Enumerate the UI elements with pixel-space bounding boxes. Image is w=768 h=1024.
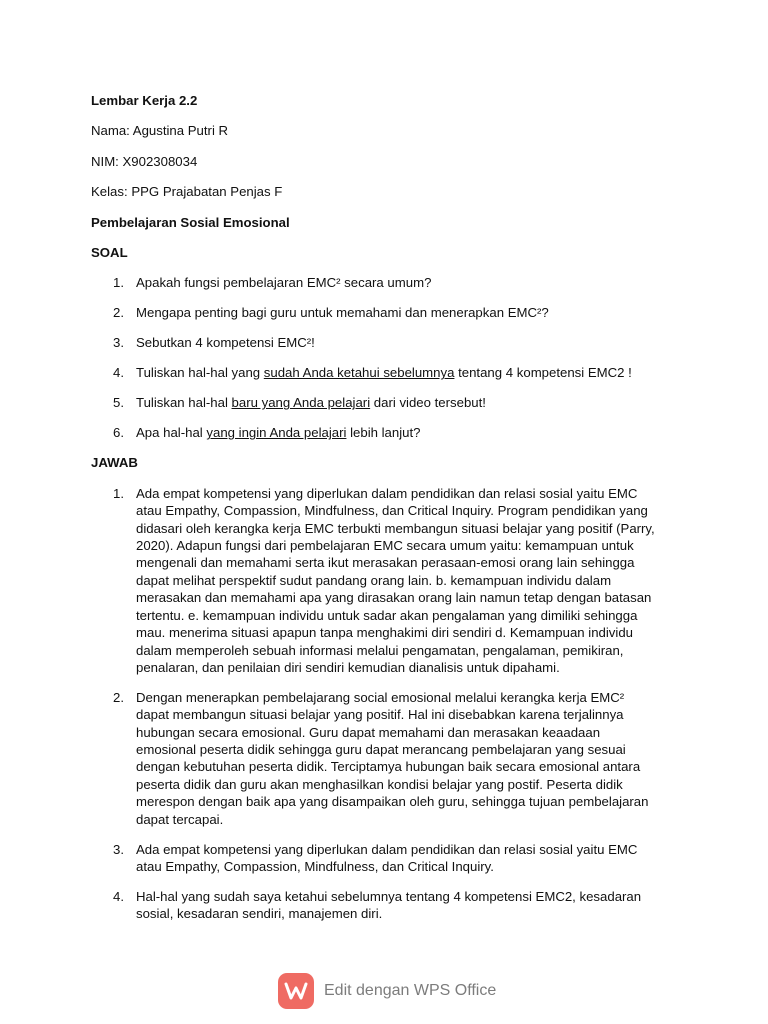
soal-number: 3. [113, 335, 124, 351]
jawab-line: merasakan dan memahami apa yang dirasakan orang lain namun tetap dengan batasan [136, 590, 652, 606]
jawab-line: penalaran, dan penilaian diri sendiri kemudian dianalisis untuk dipahami. [136, 659, 560, 675]
document-body [91, 92, 691, 935]
soal-text-pre: Tuliskan hal-hal yang [136, 365, 264, 381]
jawab-number: 3. [113, 841, 124, 857]
jawab-line: dalam memperoleh sebuah informasi melalui pengamatan, pengalaman, pemikiran, [136, 642, 624, 658]
wps-edit-button[interactable] [278, 973, 496, 1009]
soal-text-post: dari video tersebut! [370, 395, 486, 411]
soal-list [91, 274, 691, 441]
jawab-line: mau. menerima situasi apapun tanpa menghakimi diri sendiri d. Kemampuan individu [136, 625, 633, 641]
jawab-item [91, 841, 691, 876]
jawab-line: dengan kebutuhan peserta didik. Terciptamya hubungan baik secara emosional antara [136, 759, 641, 775]
jawab-line: dapat membangun situasi belajar yang positif. Hal ini disebabkan karena terjalinnya [136, 707, 624, 723]
topic-heading: Pembelajaran Sosial Emosional [91, 214, 290, 230]
soal-number: 6. [113, 425, 124, 441]
soal-number: 4. [113, 365, 124, 381]
soal-number: 5. [113, 395, 124, 411]
jawab-line: Dengan menerapkan pembelajarang social emosional melalui kerangka kerja EMC² [136, 689, 625, 705]
jawab-line: dapat melihat perspektif sudut pandang orang lain. b. kemampuan individu dalam [136, 572, 612, 588]
jawab-line: atau Empathy, Compassion, Mindfulness, dan Critical Inquiry. Program pendidikan yang [136, 503, 648, 519]
jawab-item [91, 689, 691, 828]
soal-heading: SOAL [91, 245, 128, 261]
soal-text: Apakah fungsi pembelajaran EMC² secara umum? [136, 275, 432, 291]
jawab-heading: JAWAB [91, 455, 138, 471]
jawab-line: Hal-hal yang sudah saya ketahui sebelumnya tentang 4 kompetensi EMC2, kesadaran [136, 888, 642, 904]
jawab-number: 1. [113, 485, 124, 501]
soal-text [136, 394, 691, 411]
wps-edit-label: Edit dengan WPS Office [324, 982, 497, 999]
soal-text-underlined: baru yang Anda pelajari [231, 395, 371, 411]
jawab-line: Ada empat kompetensi yang diperlukan dalam pendidikan dan relasi sosial yaitu EMC [136, 485, 638, 501]
soal-text-pre: Apa hal-hal [136, 425, 207, 441]
soal-text-post: tentang 4 kompetensi EMC2 ! [454, 365, 632, 381]
student-name: Nama: Agustina Putri R [91, 123, 229, 139]
soal-item [91, 424, 691, 441]
jawab-line: hubungan secara emosional. Guru dapat memahami dan merasakan keaadaan [136, 724, 601, 740]
jawab-line: didasari oleh kerangka kerja EMC terbukti membangun situasi belajar yang positif (Parry, [136, 520, 655, 536]
wps-w-glyph [284, 981, 308, 1001]
jawab-item [91, 888, 691, 923]
jawab-text [136, 689, 691, 828]
soal-item [91, 394, 691, 411]
jawab-line: merespon dengan baik apa yang disampaikan oleh guru, sehingga tujuan pembelajaran [136, 794, 649, 810]
soal-text-pre: Tuliskan hal-hal [136, 395, 232, 411]
jawab-line: 2020). Adapun fungsi dari pembelajaran EMC secara umum yaitu: kemampuan untuk [136, 538, 634, 554]
soal-number: 2. [113, 305, 124, 321]
student-nim: NIM: X902308034 [91, 153, 198, 169]
soal-text [136, 424, 691, 441]
soal-text-post: lebih lanjut? [346, 425, 421, 441]
soal-text: Sebutkan 4 kompetensi EMC²! [136, 335, 315, 351]
jawab-text [136, 841, 691, 876]
jawab-list [91, 485, 691, 923]
jawab-line: mengenali dan memahami serta ikut merasakan perasaan-emosi orang lain sehingga [136, 555, 635, 571]
jawab-item [91, 485, 691, 676]
jawab-line: peserta didik dan guru akan menghasilkan kondisi belajar yang postif. Peserta didik [136, 776, 623, 792]
soal-number: 1. [113, 275, 124, 291]
soal-text-underlined: sudah Anda ketahui sebelumnya [263, 365, 455, 381]
soal-text [136, 364, 691, 381]
soal-item [91, 304, 691, 321]
soal-item [91, 274, 691, 291]
student-class: Kelas: PPG Prajabatan Penjas F [91, 184, 283, 200]
wps-logo-icon [278, 973, 314, 1009]
jawab-line: atau Empathy, Compassion, Mindfulness, dan Critical Inquiry. [136, 858, 494, 874]
jawab-number: 2. [113, 689, 124, 705]
soal-item [91, 364, 691, 381]
jawab-text [136, 485, 691, 676]
jawab-line: tertentu. e. kemampuan individu untuk sadar akan pengalaman yang dimiliki sehingga [136, 607, 638, 623]
jawab-line: emosional peserta didik sehingga guru dapat merancang pembelajaran yang sesuai [136, 742, 626, 758]
jawab-number: 4. [113, 888, 124, 904]
jawab-line: Ada empat kompetensi yang diperlukan dalam pendidikan dan relasi sosial yaitu EMC [136, 841, 638, 857]
worksheet-title: Lembar Kerja 2.2 [91, 93, 198, 108]
jawab-line: sosial, kesadaran sendiri, manajemen diri. [136, 906, 383, 922]
soal-text-underlined: yang ingin Anda pelajari [206, 425, 347, 441]
jawab-line: dapat tercapai. [136, 811, 224, 827]
jawab-text [136, 888, 691, 923]
soal-text: Mengapa penting bagi guru untuk memahami dan menerapkan EMC²? [136, 305, 549, 321]
soal-item [91, 334, 691, 351]
